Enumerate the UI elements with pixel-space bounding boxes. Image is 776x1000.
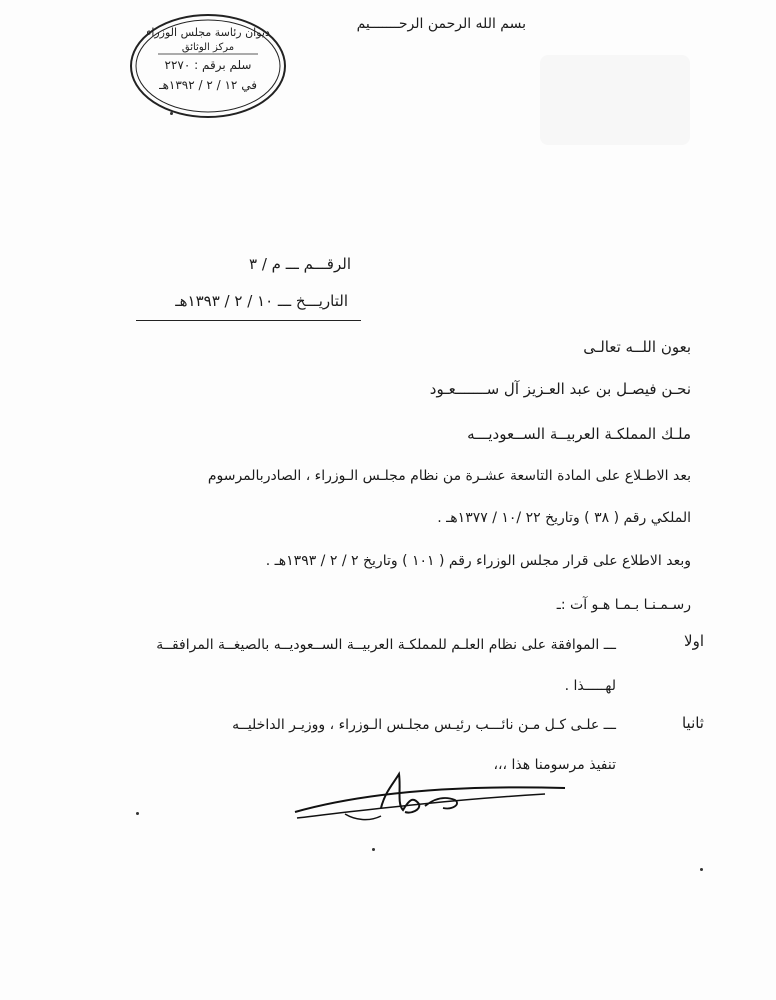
stamp-line-2: مركز الوثائق xyxy=(181,42,235,53)
ink-speck xyxy=(170,112,173,115)
royal-signature xyxy=(285,770,575,840)
preamble-1-line-1: بعد الاطـلاع على المادة التاسعة عشـرة من نظام مجلـس الـوزراء ، الصادربالمرسوم xyxy=(207,468,691,484)
item-2-text: ـــ علـى كـل مـن نائـــب رئيـس مجلـس الـوزراء ، ووزيـر الداخليــه xyxy=(232,717,616,733)
basmala: بسم الله الرحمن الرحـــــــيم xyxy=(356,16,526,32)
faded-letterhead-mark xyxy=(540,55,690,145)
ruler-name: نحـن فيصـل بن عبد العـزيز آل ســـــــعـود xyxy=(429,380,691,398)
date-underline xyxy=(136,320,361,321)
stamp-line-1: ديوان رئاسة مجلس الوزراء xyxy=(146,26,270,39)
preamble-2: وبعد الاطلاع على قرار مجلس الوزراء رقم ( ١٠١ ) وتاريخ ٢ / ٢ / ١٣٩٣هـ . xyxy=(265,553,691,569)
item-2-continuation: تنفيذ مرسومنا هذا ،،، xyxy=(493,757,616,773)
receipt-stamp xyxy=(128,12,288,120)
stamp-line-4: في ١٢ / ٢ / ١٣٩٢هـ xyxy=(159,78,257,92)
reference-number: الرقـــم ـــ م / ٣ xyxy=(248,255,351,273)
ink-speck xyxy=(700,868,703,871)
ink-speck xyxy=(136,812,139,815)
document-date: التاريـــخ ـــ ١٠ / ٢ / ١٣٩٣هـ xyxy=(175,292,348,310)
signature-scribble xyxy=(285,770,575,840)
item-1-label: اولا xyxy=(684,632,704,650)
item-1-text: ـــ الموافقة على نظام العلـم للمملكـة العربيــة الســعوديــه بالصيغــة المرافقــة xyxy=(156,637,616,653)
decree-heading: رسـمـنـا بـمـا هـو آت :ـ xyxy=(556,597,691,613)
item-1-continuation: لهـــــذا . xyxy=(564,678,616,694)
item-2-label: ثانيا xyxy=(681,714,704,732)
invocation: بعون اللــه تعالـى xyxy=(583,338,691,356)
stamp-line-3: سلم برقم : ٢٢٧٠ xyxy=(164,58,252,72)
ink-speck xyxy=(372,848,375,851)
ruler-title: ملـك المملكـة العربيــة الســعوديـــه xyxy=(467,425,691,443)
preamble-1-line-2: الملكي رقم ( ٣٨ ) وتاريخ ٢٢ /١٠ / ١٣٧٧هـ . xyxy=(437,510,691,526)
